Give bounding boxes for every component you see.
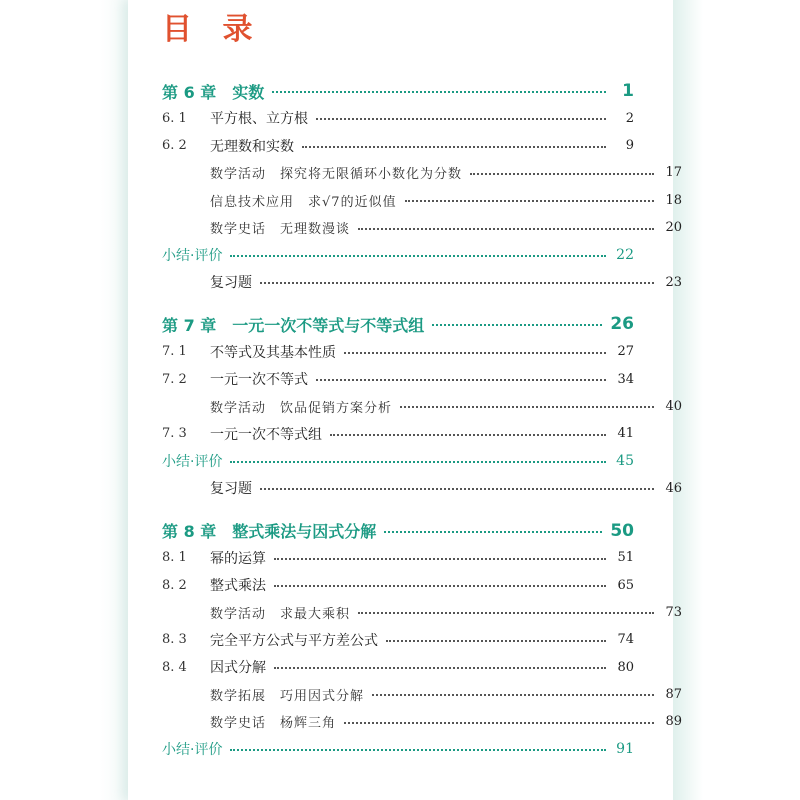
section-entry[interactable] — [162, 654, 634, 680]
section-title: 平方根、立方根 — [210, 111, 308, 128]
subentry-label — [210, 603, 350, 622]
dot-leader — [260, 488, 654, 490]
subentry-tag: 数学活动 — [210, 167, 267, 183]
section-title: 因式分解 — [210, 660, 266, 676]
toc-subentry[interactable] — [162, 599, 682, 625]
dot-leader — [358, 228, 654, 230]
page-number: 87 — [665, 686, 682, 702]
dot-leader — [230, 255, 606, 257]
dot-leader — [386, 640, 606, 642]
subentry-title: 求√7的近似值 — [308, 194, 397, 210]
page-number: 80 — [617, 659, 634, 675]
subentry-tag: 数学拓展 — [210, 688, 267, 704]
section-entry[interactable] — [162, 421, 634, 447]
summary-label: 小结·评价 — [162, 247, 223, 264]
section-number: 7. 3 — [162, 426, 187, 442]
dot-leader — [274, 667, 606, 669]
dot-leader — [372, 694, 654, 696]
section-title: 幂的运算 — [210, 550, 266, 567]
summary-entry[interactable] — [162, 448, 634, 474]
page-number: 34 — [617, 371, 634, 387]
page-number: 73 — [665, 604, 682, 620]
section-title: 完全平方公式与平方差公式 — [210, 632, 378, 649]
page-number: 51 — [617, 550, 634, 566]
dot-leader — [230, 749, 606, 751]
toc-subentry[interactable] — [162, 160, 682, 186]
section-number: 8. 4 — [162, 659, 187, 675]
summary-entry[interactable] — [162, 736, 634, 762]
page-number: 65 — [617, 577, 634, 593]
subentry-title: 探究将无限循环小数化为分数 — [280, 167, 463, 183]
subentry-title: 求最大乘积 — [280, 606, 351, 622]
section-entry[interactable] — [162, 627, 634, 653]
toc-subentry[interactable] — [162, 393, 682, 419]
section-entry[interactable] — [162, 339, 634, 365]
section-title: 一元一次不等式组 — [210, 426, 322, 443]
subentry-title: 无理数漫谈 — [280, 222, 351, 237]
page-number: 22 — [616, 246, 634, 263]
section-number: 6. 1 — [162, 110, 187, 126]
dot-leader — [384, 531, 602, 533]
dot-leader — [405, 200, 654, 202]
subentry-title: 饮品促销方案分析 — [280, 400, 393, 416]
page-number: 2 — [625, 110, 634, 126]
chapter-heading[interactable] — [162, 518, 634, 544]
dot-leader — [272, 91, 606, 93]
section-number: 6. 2 — [162, 138, 187, 154]
section-number: 8. 3 — [162, 632, 187, 648]
dot-leader — [302, 146, 606, 148]
subentry-tag: 数学史话 — [210, 222, 267, 237]
section-number: 7. 2 — [162, 371, 187, 387]
page-number: 50 — [610, 520, 634, 541]
section-title: 不等式及其基本性质 — [210, 344, 336, 361]
section-entry[interactable] — [162, 133, 634, 159]
page-number: 18 — [665, 192, 682, 208]
dot-leader — [316, 118, 606, 120]
subentry-label — [210, 712, 336, 731]
dot-leader — [432, 324, 602, 326]
section-title: 一元一次不等式 — [210, 372, 308, 388]
review-entry[interactable] — [162, 269, 682, 295]
page-number: 1 — [622, 81, 634, 101]
section-entry[interactable] — [162, 545, 634, 571]
toc-subentry[interactable] — [162, 187, 682, 213]
section-title: 整式乘法 — [210, 578, 266, 595]
page-number: 41 — [617, 426, 634, 442]
dot-leader — [344, 352, 606, 354]
subentry-label — [210, 163, 462, 182]
dot-leader — [274, 558, 606, 560]
page-number: 26 — [610, 314, 634, 335]
subentry-label — [210, 685, 364, 704]
subentry-title: 杨辉三角 — [280, 716, 337, 732]
dot-leader — [274, 585, 606, 587]
toc-subentry[interactable] — [162, 215, 682, 241]
chapter-heading[interactable] — [162, 78, 634, 104]
page-number: 89 — [665, 714, 682, 730]
dot-leader — [344, 722, 654, 724]
section-number: 8. 2 — [162, 577, 187, 593]
dot-leader — [260, 282, 654, 284]
section-entry[interactable] — [162, 572, 634, 598]
page-number: 23 — [665, 274, 682, 290]
page-title: 目 录 — [162, 12, 263, 47]
toc-subentry[interactable] — [162, 681, 682, 707]
review-label: 复习题 — [210, 275, 252, 292]
chapter-title: 第 8 章 整式乘法与因式分解 — [162, 522, 377, 541]
subentry-label — [210, 191, 397, 210]
dot-leader — [358, 612, 654, 614]
subentry-tag: 数学史话 — [210, 716, 267, 732]
review-label: 复习题 — [210, 481, 252, 498]
summary-label: 小结·评价 — [162, 741, 223, 758]
dot-leader — [400, 406, 654, 408]
page-number: 40 — [665, 398, 682, 414]
page-number: 91 — [616, 740, 634, 757]
dot-leader — [470, 173, 654, 175]
page-number: 17 — [665, 165, 682, 181]
page-number: 27 — [617, 344, 634, 360]
summary-label: 小结·评价 — [162, 453, 223, 470]
subentry-label — [210, 218, 350, 237]
section-entry[interactable] — [162, 105, 634, 131]
toc-subentry[interactable] — [162, 709, 682, 735]
section-number: 7. 1 — [162, 344, 187, 360]
chapter-heading[interactable] — [162, 311, 634, 337]
page-number: 45 — [616, 452, 634, 469]
dot-leader — [230, 461, 606, 463]
subentry-tag: 数学活动 — [210, 400, 267, 416]
section-title: 无理数和实数 — [210, 138, 294, 155]
subentry-tag: 信息技术应用 — [210, 194, 295, 210]
chapter-title: 第 6 章 实数 — [162, 82, 265, 102]
section-number: 8. 1 — [162, 550, 187, 566]
dot-leader — [316, 379, 606, 381]
page-number: 20 — [665, 220, 682, 235]
chapter-title: 第 7 章 一元一次不等式与不等式组 — [162, 315, 425, 335]
summary-entry[interactable] — [162, 242, 634, 268]
subentry-title: 巧用因式分解 — [280, 688, 365, 704]
dot-leader — [330, 434, 606, 436]
page-number: 46 — [665, 480, 682, 496]
page-number: 9 — [625, 138, 634, 154]
subentry-label — [210, 397, 392, 416]
review-entry[interactable] — [162, 475, 682, 501]
subentry-tag: 数学活动 — [210, 606, 267, 622]
section-entry[interactable] — [162, 366, 634, 392]
page-number: 74 — [617, 632, 634, 648]
